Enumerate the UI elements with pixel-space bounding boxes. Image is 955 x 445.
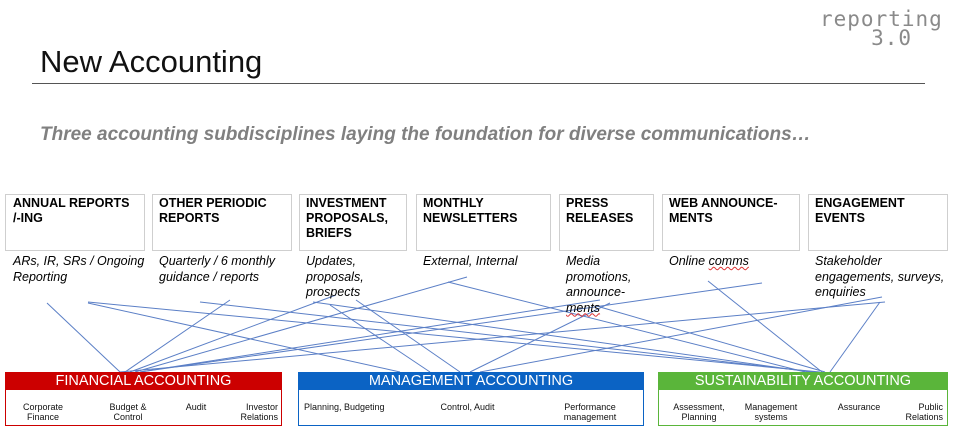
sub-budget-control: Budget & Control xyxy=(109,402,147,422)
sub-corporate-finance: Corporate Finance xyxy=(22,402,64,422)
logo-line-2: 3.0 xyxy=(871,26,912,50)
sub-investor-relations: Investor Relations xyxy=(240,402,278,422)
spell-underline: ments xyxy=(566,300,601,315)
comm-title-investment: INVESTMENT PROPOSALS, BRIEFS xyxy=(306,196,388,240)
connector-line xyxy=(88,302,820,372)
comm-desc-investment: Updates, proposals, prospects xyxy=(306,254,364,299)
comm-desc-web: Online comms xyxy=(669,254,749,268)
comm-desc-press: Media promotions, announce-ments xyxy=(566,254,632,315)
spell-underline: comms xyxy=(708,254,749,268)
logo-line-1: reporting xyxy=(820,7,943,31)
comm-title-periodic: OTHER PERIODIC REPORTS xyxy=(159,196,267,225)
comm-title-engagement: ENGAGEMENT EVENTS xyxy=(815,196,905,225)
connector-line xyxy=(88,303,400,372)
page-title: New Accounting xyxy=(40,44,263,79)
subtitle: Three accounting subdisciplines laying the foundation for diverse communications… xyxy=(40,124,811,145)
comm-desc-periodic: Quarterly / 6 monthly guidance / reports xyxy=(159,254,276,284)
connector-line xyxy=(830,302,880,372)
comm-title-newsletters: MONTHLY NEWSLETTERS xyxy=(423,196,518,225)
connector-line xyxy=(330,305,430,372)
comm-desc-engagement: Stakeholder engagements, surveys, enquiries xyxy=(815,254,945,299)
sub-assessment-planning: Assessment, Planning xyxy=(673,402,725,422)
connector-line xyxy=(120,302,885,372)
connector-line xyxy=(140,283,762,372)
sub-audit: Audit xyxy=(185,402,207,412)
discipline-title-sustainability: SUSTAINABILITY ACCOUNTING xyxy=(659,372,947,390)
sub-performance-management: Performance management xyxy=(563,402,617,422)
connector-line xyxy=(130,295,336,372)
comm-desc-annual: ARs, IR, SRs / Ongoing Reporting xyxy=(13,254,145,284)
sub-management-systems: Management systems xyxy=(744,402,798,422)
sub-planning-budgeting: Planning, Budgeting xyxy=(304,402,385,412)
discipline-title-financial: FINANCIAL ACCOUNTING xyxy=(6,372,281,390)
sub-control-audit: Control, Audit xyxy=(440,402,495,412)
comm-title-web: WEB ANNOUNCE-MENTS xyxy=(669,196,778,225)
sub-assurance: Assurance xyxy=(837,402,881,412)
connector-line xyxy=(140,300,600,372)
discipline-title-management: MANAGEMENT ACCOUNTING xyxy=(299,372,643,390)
comm-title-annual: ANNUAL REPORTS /-ING xyxy=(13,196,130,225)
connector-line xyxy=(200,302,815,372)
connector-line xyxy=(47,303,120,372)
comm-title-press: PRESS RELEASES xyxy=(566,196,634,225)
sub-public-relations: Public Relations xyxy=(905,402,943,422)
comm-desc-newsletters: External, Internal xyxy=(423,254,518,268)
connector-line xyxy=(600,307,825,372)
